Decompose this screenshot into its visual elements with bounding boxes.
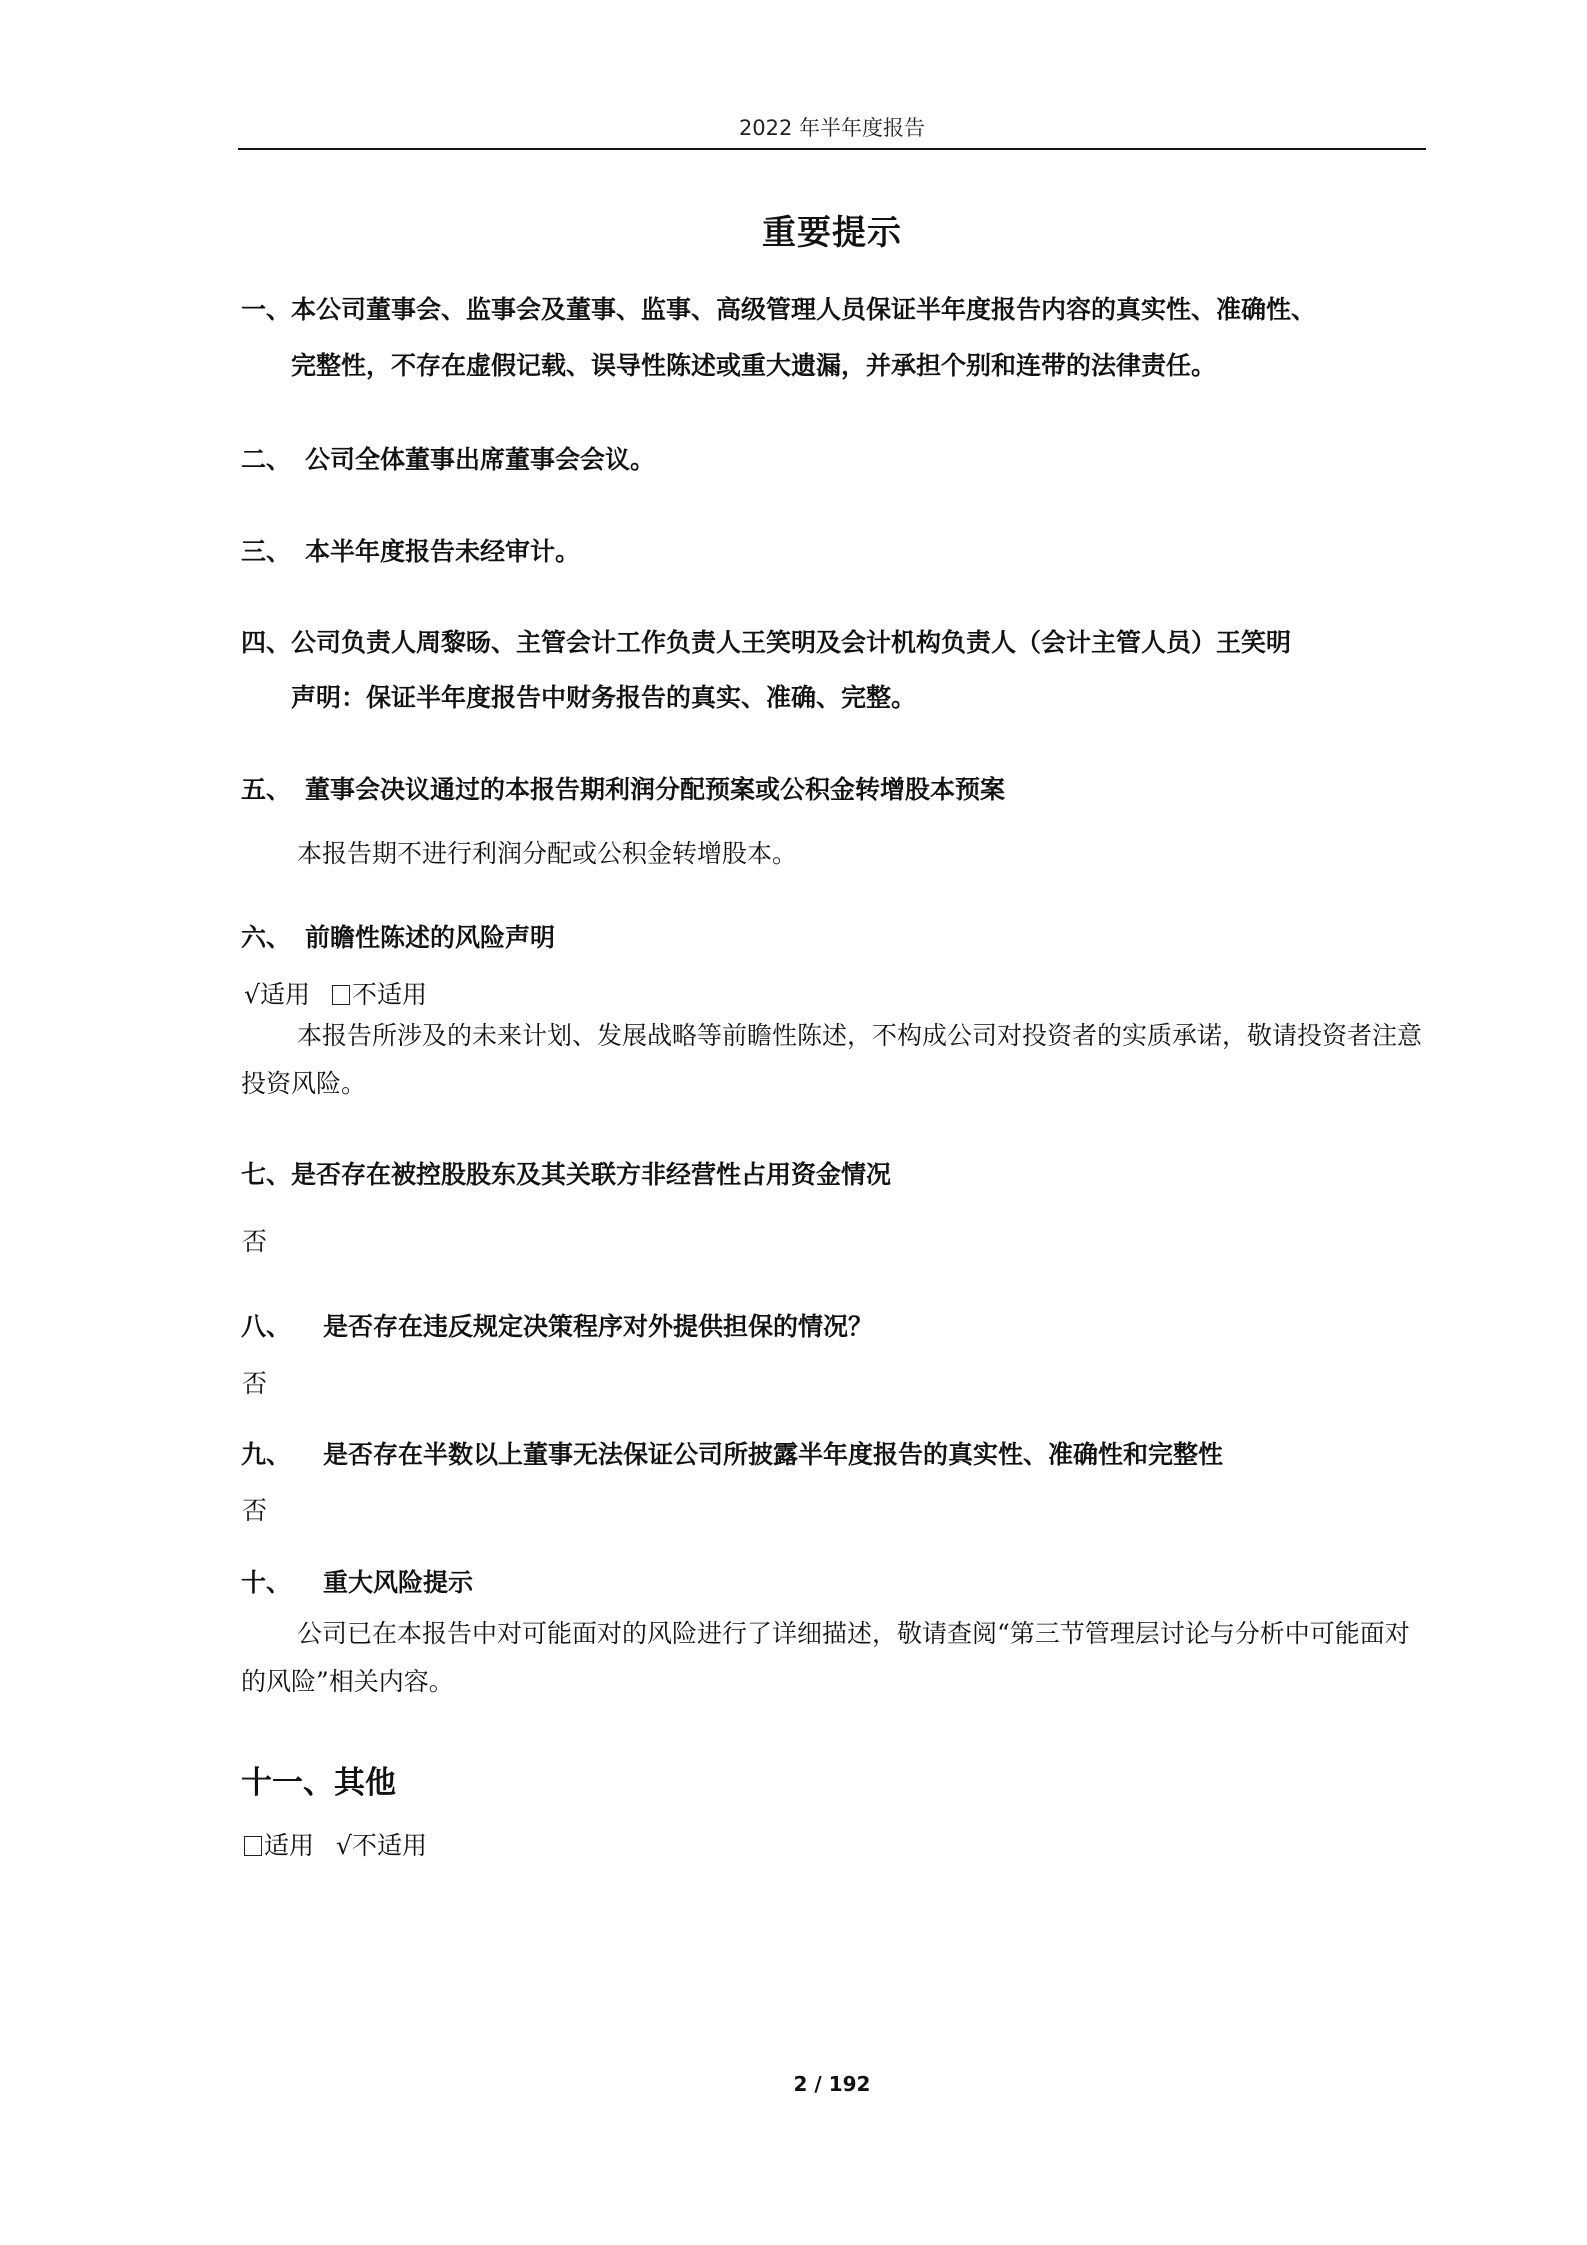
option-applicable	[244, 1831, 314, 1860]
item-2-text: 公司全体董事出席董事会会议。	[305, 445, 656, 474]
item-9-text: 是否存在半数以上董事无法保证公司所披露半年度报告的真实性、准确性和完整性	[323, 1440, 1224, 1469]
item-3-text: 本半年度报告未经审计。	[305, 537, 581, 566]
item-9-number: 九、	[241, 1440, 292, 1469]
item-1-text: 本公司董事会、监事会及董事、监事、高级管理人员保证半年度报告内容的真实性、准确性、	[291, 295, 1317, 324]
item-8	[241, 1307, 873, 1343]
item-6-number: 六、	[241, 923, 292, 952]
item-11-options	[244, 1826, 449, 1862]
option-applicable	[244, 980, 310, 1009]
checkbox-empty-icon	[332, 985, 350, 1005]
item-7-text: 是否存在被控股股东及其关联方非经营性占用资金情况	[291, 1160, 892, 1189]
option-applicable-label: 适用	[259, 980, 310, 1009]
page-number: 2 / 192	[793, 2072, 871, 2096]
item-7	[241, 1155, 891, 1191]
item-5-number: 五、	[241, 775, 292, 804]
item-2-number: 二、	[241, 445, 292, 474]
item-5-body: 本报告期不进行利润分配或公积金转增股本。	[297, 839, 798, 868]
item-1-line-2: 完整性，不存在虚假记载、误导性陈述或重大遗漏，并承担个别和连带的法律责任。	[291, 351, 1217, 380]
item-4-line-1	[241, 623, 1291, 659]
item-4-number: 四、	[241, 628, 292, 657]
item-8-number: 八、	[241, 1312, 292, 1341]
option-not-applicable	[336, 1831, 427, 1860]
item-1-number: 一、	[241, 295, 292, 324]
checkmark-icon: √	[244, 980, 260, 1009]
item-11-heading: 十一、其他	[241, 1765, 396, 1801]
item-7-number: 七、	[241, 1160, 292, 1189]
page-title: 重要提示	[762, 213, 902, 253]
checkbox-empty-icon	[244, 1836, 262, 1856]
item-10-body: 公司已在本报告中对可能面对的风险进行了详细描述，敬请查阅“第三节管理层讨论与分析中可能面对的风险”相关内容。	[241, 1619, 1410, 1696]
item-6-body: 本报告所涉及的未来计划、发展战略等前瞻性陈述，不构成公司对投资者的实质承诺，敬请投资者注意投资风险。	[241, 1021, 1423, 1098]
item-5	[241, 770, 1005, 806]
item-6-options	[244, 975, 449, 1011]
item-3-number: 三、	[241, 537, 292, 566]
header-divider	[238, 148, 1426, 150]
item-8-answer: 否	[242, 1369, 268, 1398]
option-not-applicable-label: 不适用	[351, 980, 427, 1009]
option-not-applicable	[332, 980, 427, 1009]
item-9	[241, 1435, 1223, 1471]
page-header: 2022 年半年度报告	[738, 116, 926, 140]
option-not-applicable-label: 不适用	[351, 1831, 427, 1860]
item-6-text: 前瞻性陈述的风险声明	[305, 923, 556, 952]
checkmark-icon: √	[336, 1831, 352, 1860]
item-8-text: 是否存在违反规定决策程序对外提供担保的情况？	[323, 1312, 874, 1341]
item-1-line-1	[241, 290, 1316, 326]
item-10-text: 重大风险提示	[323, 1568, 474, 1597]
item-4-line-2: 声明：保证半年度报告中财务报告的真实、准确、完整。	[291, 683, 917, 712]
item-2	[241, 440, 655, 476]
item-3	[241, 532, 580, 568]
item-10	[241, 1563, 473, 1599]
item-5-text: 董事会决议通过的本报告期利润分配预案或公积金转增股本预案	[305, 775, 1006, 804]
item-4-text: 公司负责人周黎旸、主管会计工作负责人王笑明及会计机构负责人（会计主管人员）王笑明	[291, 628, 1292, 657]
option-applicable-label: 适用	[264, 1831, 315, 1860]
item-10-number: 十、	[241, 1568, 292, 1597]
item-6	[241, 918, 555, 954]
item-9-answer: 否	[242, 1496, 268, 1525]
item-7-answer: 否	[242, 1227, 268, 1256]
